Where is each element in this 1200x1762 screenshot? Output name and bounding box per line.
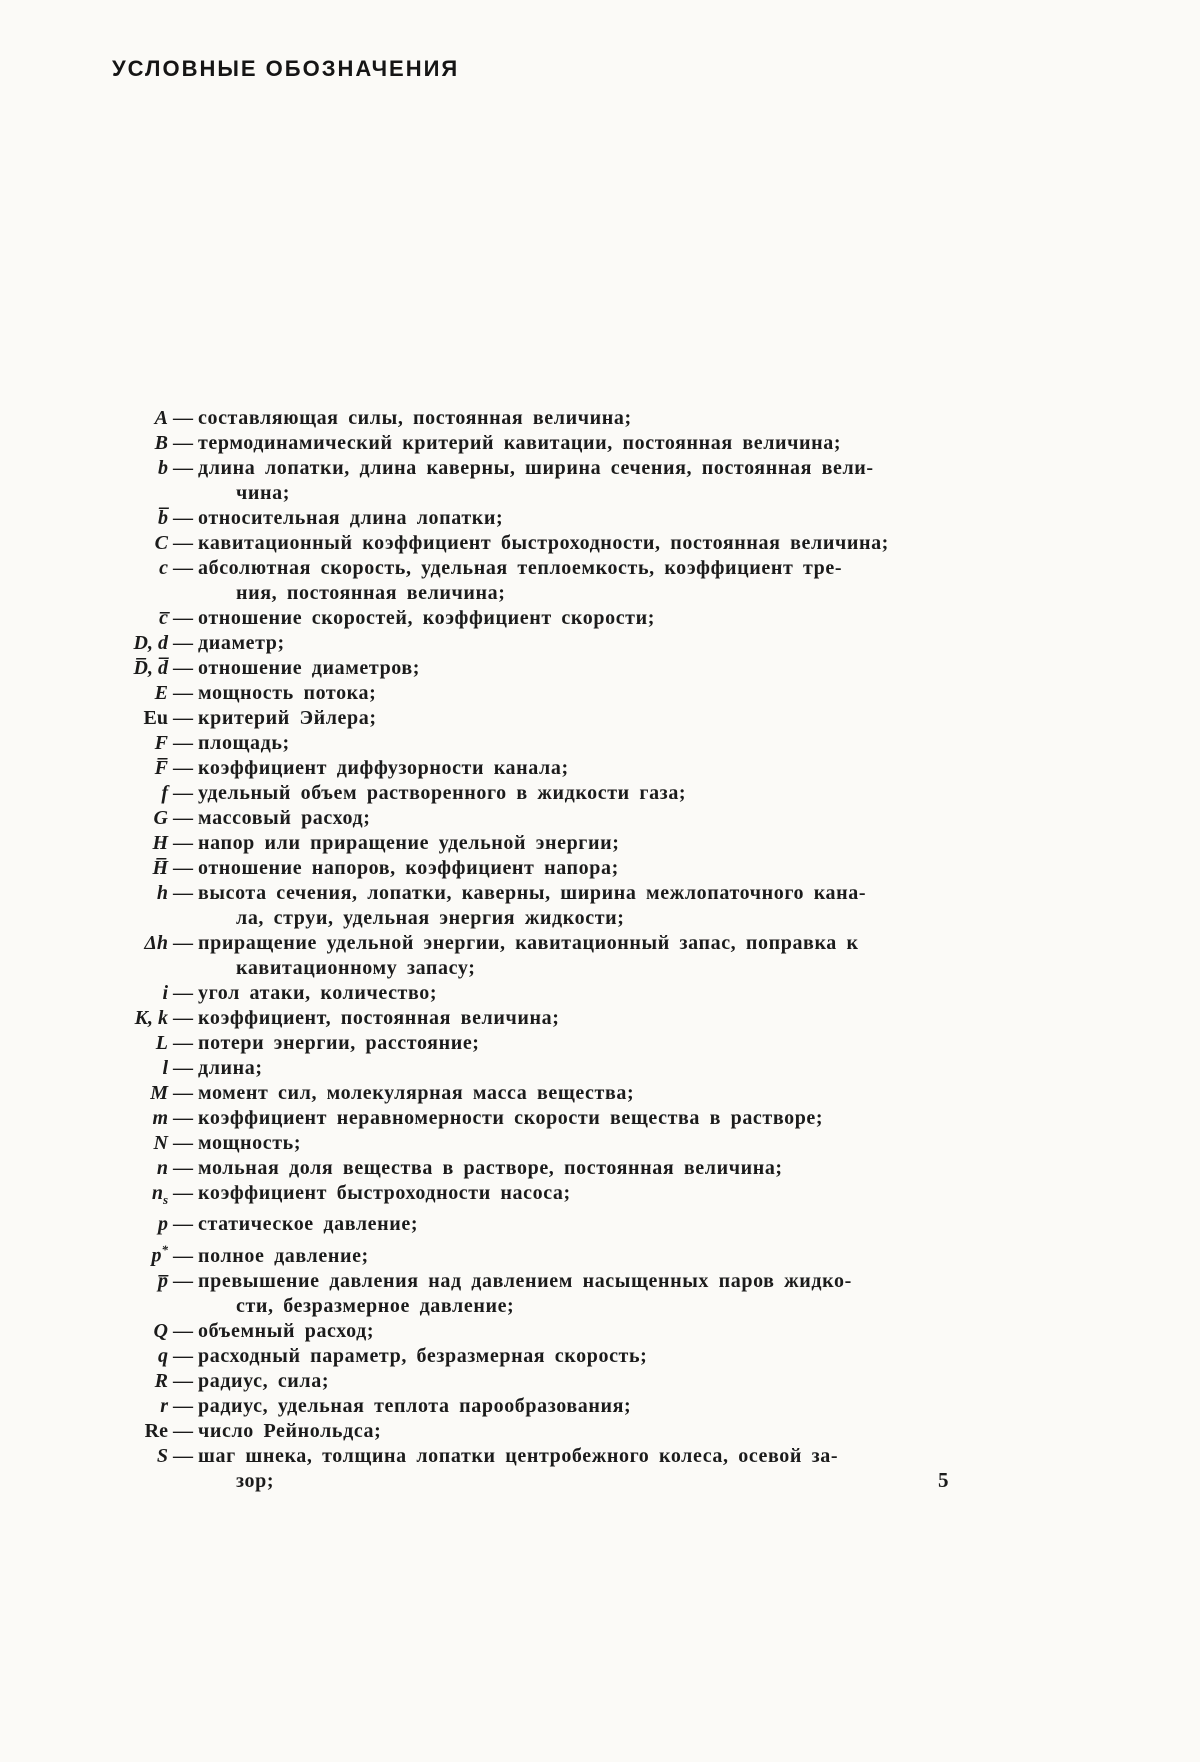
- symbol: q: [158, 1344, 168, 1367]
- symbol-definition: отношение скоростей, коэффициент скорости;: [198, 607, 655, 629]
- symbol: p: [158, 1213, 168, 1235]
- dash-separator: —: [173, 1032, 193, 1054]
- dash-separator: —: [173, 607, 193, 629]
- symbol: F: [154, 732, 168, 754]
- symbol-definition: превышение давления над давлением насыщенных паров жидко- сти, безразмерное давление;: [198, 1269, 852, 1317]
- symbol-entry: [104, 1081, 944, 1106]
- dash-separator: —: [173, 1344, 193, 1367]
- symbol-definition: высота сечения, лопатки, каверны, ширина межлопаточного кана- ла, струи, удельная энергия жидкости;: [198, 882, 867, 929]
- symbol: E: [154, 682, 168, 704]
- symbol: G: [153, 807, 168, 829]
- symbol: c: [159, 557, 168, 579]
- symbol: F̅: [154, 757, 168, 779]
- dash-separator: —: [173, 407, 193, 429]
- symbol-definition: полное давление;: [198, 1244, 369, 1267]
- symbol-entry: [104, 1056, 944, 1081]
- symbol-entry: [104, 756, 944, 781]
- dash-separator: —: [173, 1244, 193, 1267]
- symbol-entry: [104, 1419, 944, 1444]
- symbol: n: [156, 1157, 168, 1179]
- symbol-definition: отношение диаметров;: [198, 657, 421, 679]
- dash-separator: —: [173, 782, 193, 804]
- dash-separator: —: [173, 1319, 193, 1342]
- symbol: K, k: [134, 1007, 168, 1029]
- dash-separator: —: [173, 1394, 193, 1417]
- symbol-definition: момент сил, молекулярная масса вещества;: [198, 1082, 635, 1104]
- symbol-definition: напор или приращение удельной энергии;: [198, 832, 620, 854]
- symbol-definition: абсолютная скорость, удельная теплоемкость, коэффициент тре- ния, постоянная величина;: [198, 557, 843, 604]
- symbol-entry: [104, 531, 944, 556]
- symbol-entry: [104, 781, 944, 806]
- symbol-definition: удельный объем растворенного в жидкости газа;: [198, 782, 687, 804]
- symbol-definition: длина;: [198, 1057, 263, 1079]
- symbol-entry: [104, 931, 944, 981]
- symbol-entry: [104, 1181, 944, 1212]
- symbol-entry: [104, 681, 944, 706]
- dash-separator: —: [173, 1213, 193, 1235]
- symbol: A: [154, 407, 168, 429]
- symbol: m: [152, 1107, 168, 1129]
- symbol-definition: коэффициент неравномерности скорости вещества в растворе;: [198, 1107, 824, 1129]
- symbol-definition: радиус, сила;: [198, 1369, 330, 1392]
- dash-separator: —: [173, 882, 193, 904]
- symbol: Q: [153, 1319, 168, 1342]
- symbol-entry: [104, 1394, 944, 1419]
- dash-separator: —: [173, 1107, 193, 1129]
- symbol-definition: мощность потока;: [198, 682, 377, 704]
- dash-separator: —: [173, 1057, 193, 1079]
- symbol-entry: [104, 1156, 944, 1181]
- symbol: D, d: [133, 632, 168, 654]
- symbol-entry: [104, 556, 944, 606]
- symbol: R: [154, 1369, 168, 1392]
- symbol: L: [155, 1032, 168, 1054]
- symbol-definition: длина лопатки, длина каверны, ширина сечения, постоянная вели- чина;: [198, 457, 874, 504]
- dash-separator: —: [173, 657, 193, 679]
- dash-separator: —: [173, 632, 193, 654]
- symbol: Δh: [144, 932, 168, 954]
- symbol-definition: расходный параметр, безразмерная скорость;: [198, 1344, 648, 1367]
- symbol-entry: [104, 456, 944, 506]
- symbol-entry: [104, 1269, 944, 1319]
- symbol-entry: [104, 981, 944, 1006]
- symbol-definition: отношение напоров, коэффициент напора;: [198, 857, 619, 879]
- symbol-definition: шаг шнека, толщина лопатки центробежного колеса, осевой за- зор;: [198, 1444, 839, 1492]
- symbol-definition: приращение удельной энергии, кавитационный запас, поправка к кавитационному запасу;: [198, 932, 859, 979]
- symbol-definition: объемный расход;: [198, 1319, 375, 1342]
- symbol: C: [154, 532, 168, 554]
- symbol-entry: [104, 631, 944, 656]
- dash-separator: —: [173, 1369, 193, 1392]
- symbol-entry: [104, 856, 944, 881]
- symbol-entry: [104, 731, 944, 756]
- symbol: i: [162, 982, 168, 1004]
- symbol: D̅, d̅: [133, 657, 168, 679]
- symbol-definition: диаметр;: [198, 632, 285, 654]
- symbol-definition: массовый расход;: [198, 807, 371, 829]
- symbol: r: [160, 1394, 168, 1417]
- symbol-definition: коэффициент быстроходности насоса;: [198, 1182, 571, 1204]
- symbol: H: [152, 832, 168, 854]
- dash-separator: —: [173, 1132, 193, 1154]
- dash-separator: —: [173, 457, 193, 479]
- symbol-definition: потери энергии, расстояние;: [198, 1032, 480, 1054]
- symbol-entry: [104, 606, 944, 631]
- page-number: 5: [938, 1468, 949, 1492]
- symbol: Eu: [143, 707, 168, 729]
- symbol: B: [154, 432, 168, 454]
- symbol: b: [158, 457, 168, 479]
- dash-separator: —: [173, 857, 193, 879]
- symbol-definition: статическое давление;: [198, 1213, 419, 1235]
- symbol: p*: [151, 1242, 168, 1267]
- symbol-definition: термодинамический критерий кавитации, постоянная величина;: [198, 432, 842, 454]
- symbol-definition: коэффициент, постоянная величина;: [198, 1007, 560, 1029]
- symbol-entry: [104, 406, 944, 431]
- symbol: M: [150, 1082, 168, 1104]
- symbol: f: [161, 782, 168, 804]
- symbol-entry: [104, 1444, 944, 1494]
- symbol-entry: [104, 1031, 944, 1056]
- symbol-entry: [104, 506, 944, 531]
- symbol-entry: [104, 1212, 944, 1237]
- symbol-entry: [104, 1006, 944, 1031]
- symbol-definition: критерий Эйлера;: [198, 707, 377, 729]
- dash-separator: —: [173, 732, 193, 754]
- symbol: H̅: [152, 857, 168, 879]
- symbol-entry: [104, 706, 944, 731]
- symbol: N: [153, 1132, 168, 1154]
- dash-separator: —: [173, 1444, 193, 1467]
- page-title: УСЛОВНЫЕ ОБОЗНАЧЕНИЯ: [112, 56, 460, 81]
- symbol: Re: [144, 1419, 168, 1442]
- dash-separator: —: [173, 682, 193, 704]
- symbol-definition: составляющая силы, постоянная величина;: [198, 407, 632, 429]
- dash-separator: —: [173, 707, 193, 729]
- symbol-definition: кавитационный коэффициент быстроходности, постоянная величина;: [198, 532, 889, 554]
- dash-separator: —: [173, 1007, 193, 1029]
- dash-separator: —: [173, 557, 193, 579]
- dash-separator: —: [173, 432, 193, 454]
- dash-separator: —: [173, 757, 193, 779]
- symbol-list: [104, 406, 944, 1494]
- symbol-entry: [104, 1131, 944, 1156]
- symbol-definition: мольная доля вещества в растворе, постоянная величина;: [198, 1157, 783, 1179]
- symbol: $n_s$: [151, 1182, 168, 1207]
- dash-separator: —: [173, 1157, 193, 1179]
- symbol: l: [162, 1057, 168, 1079]
- dash-separator: —: [173, 832, 193, 854]
- dash-separator: —: [173, 507, 193, 529]
- symbol-entry: [104, 881, 944, 931]
- symbol-definition: мощность;: [198, 1132, 302, 1154]
- symbol: b̅: [158, 507, 168, 529]
- dash-separator: —: [173, 932, 193, 954]
- symbol-entry: [104, 656, 944, 681]
- symbol-entry: [104, 806, 944, 831]
- symbol: c̅: [159, 607, 168, 629]
- dash-separator: —: [173, 1269, 193, 1292]
- symbol-entry: [104, 1106, 944, 1131]
- dash-separator: —: [173, 1419, 193, 1442]
- symbol-entry: [104, 1344, 944, 1369]
- dash-separator: —: [173, 982, 193, 1004]
- symbol: p̅: [158, 1269, 168, 1292]
- symbol-definition: площадь;: [198, 732, 290, 754]
- symbol: S: [156, 1444, 168, 1467]
- symbol-entry: [104, 1319, 944, 1344]
- dash-separator: —: [173, 532, 193, 554]
- symbol-definition: радиус, удельная теплота парообразования;: [198, 1394, 632, 1417]
- symbol: h: [156, 882, 168, 904]
- symbol-definition: угол атаки, количество;: [198, 982, 438, 1004]
- symbol-definition: число Рейнольдса;: [198, 1419, 382, 1442]
- dash-separator: —: [173, 1082, 193, 1104]
- symbol-definition: относительная длина лопатки;: [198, 507, 504, 529]
- dash-separator: —: [173, 1182, 193, 1204]
- symbol-entry: [104, 1237, 944, 1269]
- dash-separator: —: [173, 807, 193, 829]
- symbol-entry: [104, 831, 944, 856]
- symbol-entry: [104, 1369, 944, 1394]
- symbol-entry: [104, 431, 944, 456]
- symbol-definition: коэффициент диффузорности канала;: [198, 757, 569, 779]
